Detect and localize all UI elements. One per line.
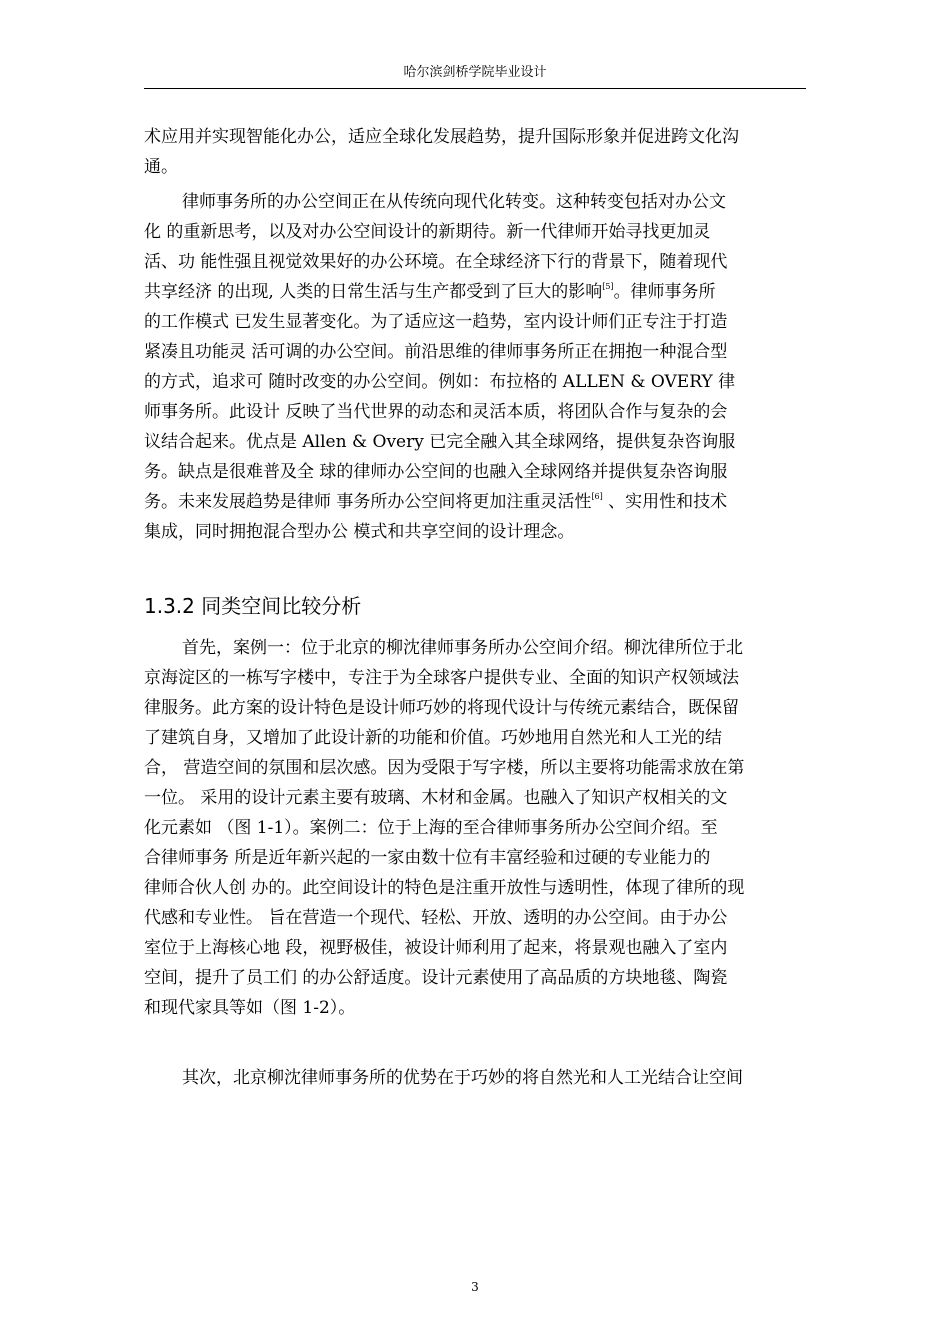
text-segment: 、实用性和技术 [602,492,728,512]
page-number: 3 [471,1280,479,1294]
text-line: 化元素如 （图 1-1）。案例二：位于上海的至合律师事务所办公空间介绍。至 [144,818,718,838]
section-heading: 1.3.2 同类空间比较分析 [144,594,362,618]
text-line: 的方式，追求可 随时改变的办公空间。例如：布拉格的 ALLEN & OVERY 律 [144,372,736,392]
text-line: 代感和专业性。 旨在营造一个现代、轻松、开放、透明的办公空间。由于办公 [144,908,728,928]
paragraph-advantages [144,1063,806,1093]
text-line: 了建筑自身，又增加了此设计新的功能和价值。巧妙地用自然光和人工光的结 [144,728,722,748]
text-line: 合， 营造空间的氛围和层次感。因为受限于写字楼，所以主要将功能需求放在第 [144,758,745,778]
text-line [144,487,806,517]
text-line: 京海淀区的一栋写字楼中，专注于为全球客户提供专业、全面的知识产权领域法 [144,668,739,688]
citation-ref: [6] [591,492,603,501]
paragraph-continuation [144,122,806,182]
text-line: 空间，提升了员工们 的办公舒适度。设计元素使用了高品质的方块地毯、陶瓷 [144,968,728,988]
text-line: 集成，同时拥抱混合型办公 模式和共享空间的设计理念。 [144,522,575,542]
running-header: 哈尔滨剑桥学院毕业设计 [403,65,547,80]
text-line: 的工作模式 已发生显著变化。为了适应这一趋势，室内设计师们正专注于打造 [144,312,728,332]
text-line: 律师事务所的办公空间正在从传统向现代化转变。这种转变包括对办公文 [182,192,726,212]
text-line: 化 的重新思考，以及对办公空间设计的新期待。新一代律师开始寻找更加灵 [144,222,711,242]
text-line: 务。缺点是很难普及全 球的律师办公空间的也融入全球网络并提供复杂咨询服 [144,462,728,482]
text-line: 术应用并实现智能化办公，适应全球化发展趋势，提升国际形象并促进跨文化沟 [144,127,739,147]
text-line: 室位于上海核心地 段，视野极佳，被设计师利用了起来，将景观也融入了室内 [144,938,728,958]
text-line: 律师合伙人创 办的。此空间设计的特色是注重开放性与透明性，体现了律所的现 [144,878,745,898]
text-line: 一位。 采用的设计元素主要有玻璃、木材和金属。也融入了知识产权相关的文 [144,788,728,808]
header-divider [144,88,806,89]
text-line: 合律师事务 所是近年新兴起的一家由数十位有丰富经验和过硬的专业能力的 [144,848,711,868]
paragraph-case-comparison [144,633,806,1023]
text-line: 首先，案例一：位于北京的柳沈律师事务所办公空间介绍。柳沈律所位于北 [182,638,743,658]
text-segment: 。律师事务所 [613,282,716,302]
text-line [144,277,806,307]
text-line: 其次，北京柳沈律师事务所的优势在于巧妙的将自然光和人工光结合让空间 [182,1068,743,1088]
citation-ref: [5] [602,282,614,291]
text-line: 议结合起来。优点是 Allen & Overy 已完全融入其全球网络，提供复杂咨询服 [144,432,736,452]
text-segment: 共享经济 的出现, 人类的日常生活与生产都受到了巨大的影响 [144,282,603,302]
text-line: 师事务所。此设计 反映了当代世界的动态和灵活本质，将团队合作与复杂的会 [144,402,728,422]
paragraph-law-office-trends [144,187,806,547]
text-line: 紧凑且功能灵 活可调的办公空间。前沿思维的律师事务所正在拥抱一种混合型 [144,342,728,362]
text-line: 律服务。此方案的设计特色是设计师巧妙的将现代设计与传统元素结合，既保留 [144,698,739,718]
text-segment: 务。未来发展趋势是律师 事务所办公空间将更加注重灵活性 [144,492,592,512]
text-line: 和现代家具等如（图 1-2）。 [144,998,356,1018]
text-line: 活、功 能性强且视觉效果好的办公环境。在全球经济下行的背景下，随着现代 [144,252,728,272]
text-line: 通。 [144,157,178,177]
